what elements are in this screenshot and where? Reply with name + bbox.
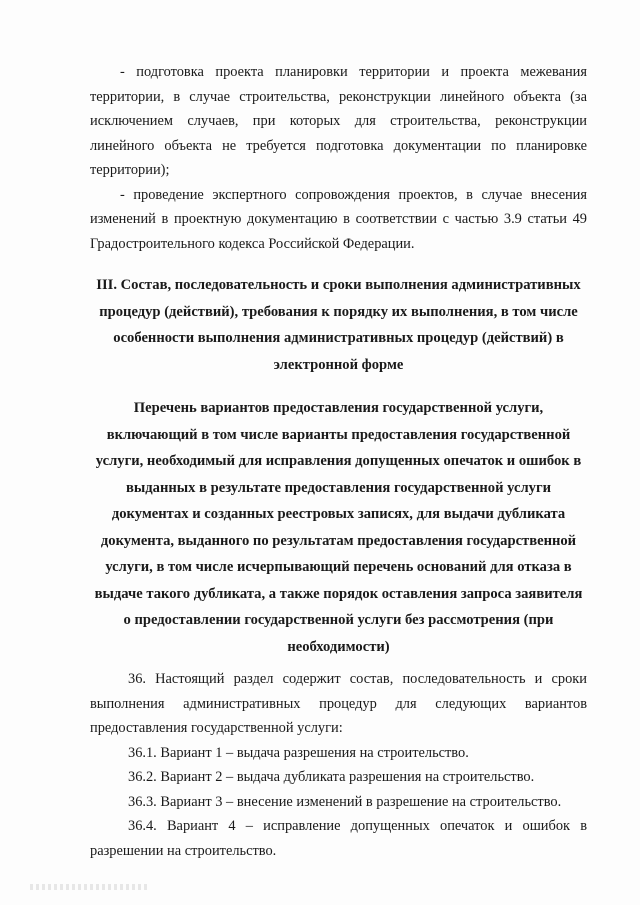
scan-artifact	[30, 884, 150, 890]
list-item-variant-3: 36.3. Вариант 3 – внесение изменений в разрешение на строительство.	[128, 793, 562, 810]
paragraph-36: 36. Настоящий раздел содержит состав, последовательность и сроки выполнения административных процедур для следующих вариантов предоставления государственной услуги:	[90, 671, 587, 736]
sub-heading: Перечень вариантов предоставления государственной услуги, включающий в том числе варианты предоставления государственной услуги, необходимый для исправления допущенных опечаток и ошибок в выданных в результате предоставления государственной услуги документах и созданных реестровых записях, для выдачи дубликата документа, выданного по результатам предоставления государственной услуги, в том числе исчерпывающий перечень оснований для отказа в выдаче такого дубликата, а также порядок оставления запроса заявителя о предоставлении государственной услуги без рассмотрения (при необходимости)	[94, 400, 583, 655]
paragraph-planning: - подготовка проекта планировки территории и проекта межевания территории, в случае строительства, реконструкции линейного объекта (за исключением случаев, при которых для строительства, реконструкции линейного объекта не требуется подготовка документации по планировке территории);	[90, 64, 587, 178]
list-item-variant-1: 36.1. Вариант 1 – выдача разрешения на строительство.	[128, 744, 469, 761]
list-item-variant-2: 36.2. Вариант 2 – выдача дубликата разрешения на строительство.	[128, 769, 535, 785]
paragraph-expert-support: - проведение экспертного сопровождения проектов, в случае внесения изменений в проектную документацию в соответствии с частью 3.9 статьи 49 Градостроительного кодекса Российской Федерации.	[90, 186, 587, 252]
section-heading: III. Состав, последовательность и сроки выполнения административных процедур (действий), требования к порядку их выполнения, в том числе особенности выполнения административных процедур (действий) в электронной форме	[96, 277, 581, 373]
list-item-variant-4: 36.4. Вариант 4 – исправление допущенных опечаток и ошибок в разрешении на строительство.	[90, 818, 587, 859]
document-body	[90, 60, 587, 863]
